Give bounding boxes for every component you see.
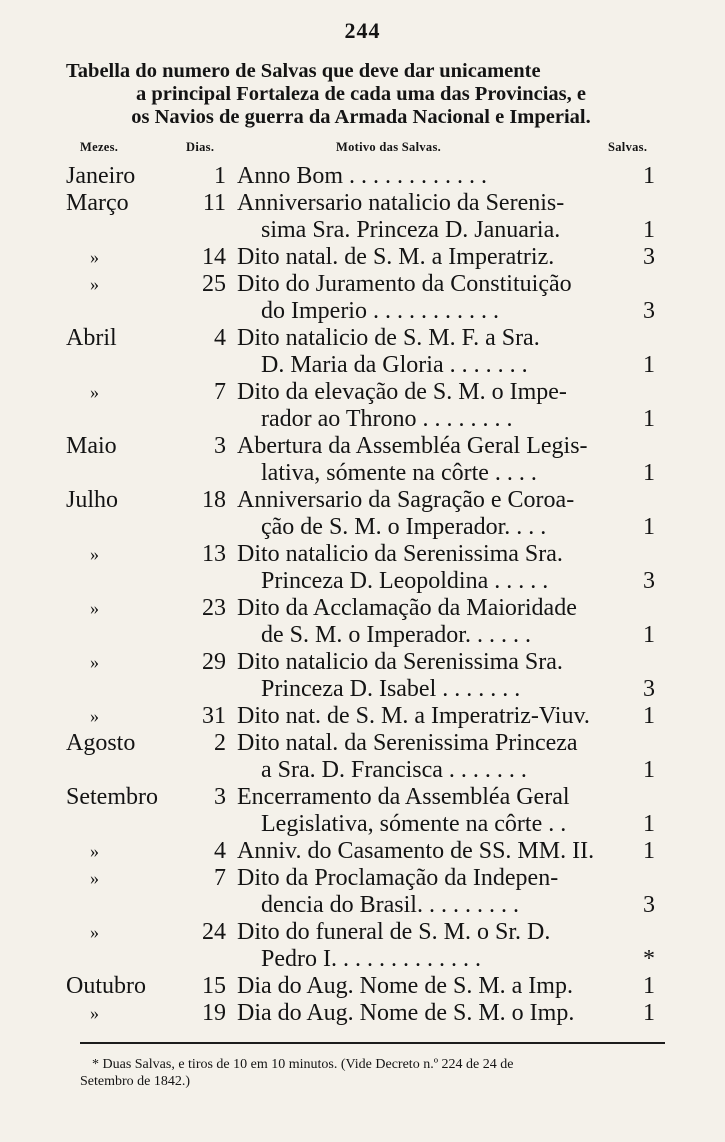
row-motive [237, 541, 631, 595]
salute-table [0, 163, 725, 1027]
row-month: » [90, 247, 99, 267]
table-row [0, 865, 725, 919]
table-row [0, 1000, 725, 1027]
row-motive [237, 163, 631, 190]
table-row [0, 973, 725, 1000]
motive-line: a Sra. D. Francisca . . . . . . . [261, 757, 527, 783]
row-day: 23 [202, 595, 226, 621]
table-row [0, 190, 725, 244]
row-day: 29 [202, 649, 226, 675]
row-day: 4 [214, 838, 226, 864]
motive-line: Dito da Proclamação da Indepen- [237, 865, 559, 891]
motive-line: Dito do Juramento da Constituição [237, 271, 572, 297]
row-salvas: 1 [643, 217, 655, 243]
row-day: 24 [202, 919, 226, 945]
title-line-3: os Navios de guerra da Armada Nacional e Imperial. [131, 106, 591, 128]
motive-line: Anno Bom . . . . . . . . . . . . [237, 163, 488, 189]
row-salvas: 3 [643, 244, 655, 270]
row-day: 7 [214, 865, 226, 891]
row-month: » [90, 274, 99, 294]
motive-line: Dia do Aug. Nome de S. M. o Imp. [237, 1000, 575, 1026]
row-month: Abril [66, 325, 117, 351]
motive-line: Dito natalicio de S. M. F. a Sra. [237, 325, 540, 351]
row-salvas: 1 [643, 352, 655, 378]
title-line-2: a principal Fortaleza de cada uma das Provincias, e [135, 83, 587, 105]
motive-line: Encerramento da Assembléa Geral [237, 784, 570, 810]
motive-line: sima Sra. Princeza D. Januaria. [261, 217, 561, 243]
row-day: 19 [202, 1000, 226, 1026]
motive-line: Dito da elevação de S. M. o Impe- [237, 379, 567, 405]
table-row [0, 730, 725, 784]
row-day: 7 [214, 379, 226, 405]
table-row [0, 919, 725, 973]
motive-line: Princeza D. Isabel . . . . . . . [261, 676, 521, 702]
row-month: Setembro [66, 784, 158, 810]
motive-line: Dito natalicio da Serenissima Sra. [237, 649, 563, 675]
header-motive: Motivo das Salvas. [336, 140, 442, 154]
row-month: Outubro [66, 973, 146, 999]
row-day: 18 [202, 487, 226, 513]
motive-line: ção de S. M. o Imperador. . . . [261, 514, 547, 540]
row-salvas: 1 [643, 973, 655, 999]
motive-line: Dito natal. de S. M. a Imperatriz. [237, 244, 555, 270]
table-row [0, 595, 725, 649]
table-row [0, 271, 725, 325]
title-line-1: Tabella do numero de Salvas que deve dar unicamente [66, 60, 541, 82]
row-motive [237, 865, 631, 919]
table-row [0, 163, 725, 190]
row-day: 31 [202, 703, 226, 729]
row-motive [237, 271, 631, 325]
row-salvas: 3 [643, 892, 655, 918]
motive-line: Dito da Acclamação da Maioridade [237, 595, 577, 621]
table-row [0, 325, 725, 379]
row-day: 15 [202, 973, 226, 999]
motive-line: Anniversario da Sagração e Coroa- [237, 487, 575, 513]
row-motive [237, 433, 631, 487]
row-motive [237, 703, 631, 730]
row-motive [237, 379, 631, 433]
header-salvas: Salvas. [608, 140, 648, 154]
row-month: Janeiro [66, 163, 136, 189]
row-month: Maio [66, 433, 117, 459]
row-salvas: 1 [643, 757, 655, 783]
motive-line: Dito nat. de S. M. a Imperatriz-Viuv. [237, 703, 590, 729]
motive-line: Dito natalicio da Serenissima Sra. [237, 541, 563, 567]
column-headers [0, 140, 725, 160]
table-row [0, 784, 725, 838]
motive-line: rador ao Throno . . . . . . . . [261, 406, 513, 432]
row-motive [237, 595, 631, 649]
row-day: 14 [202, 244, 226, 270]
row-salvas: 1 [643, 460, 655, 486]
row-salvas: 3 [643, 676, 655, 702]
motive-line: D. Maria da Gloria . . . . . . . [261, 352, 528, 378]
header-day: Dias. [186, 140, 215, 154]
row-motive [237, 730, 631, 784]
header-month: Mezes. [80, 140, 119, 154]
row-day: 1 [214, 163, 226, 189]
row-motive [237, 325, 631, 379]
table-title [66, 60, 656, 129]
motive-line: Dito do funeral de S. M. o Sr. D. [237, 919, 551, 945]
table-row [0, 703, 725, 730]
motive-line: Abertura da Assembléa Geral Legis- [237, 433, 588, 459]
row-month: » [90, 841, 99, 861]
table-row [0, 541, 725, 595]
row-motive [237, 838, 631, 865]
row-month: » [90, 922, 99, 942]
row-day: 3 [214, 433, 226, 459]
row-day: 4 [214, 325, 226, 351]
row-month: » [90, 1003, 99, 1023]
table-row [0, 838, 725, 865]
row-day: 2 [214, 730, 226, 756]
row-motive [237, 919, 631, 973]
motive-line: Dia do Aug. Nome de S. M. a Imp. [237, 973, 573, 999]
row-month: » [90, 382, 99, 402]
row-motive [237, 190, 631, 244]
row-salvas: 1 [643, 163, 655, 189]
row-salvas: 1 [643, 622, 655, 648]
table-row [0, 244, 725, 271]
motive-line: Anniversario natalicio da Serenis- [237, 190, 565, 216]
row-day: 11 [202, 190, 226, 216]
footnote-divider [80, 1042, 665, 1044]
row-salvas: 3 [643, 568, 655, 594]
motive-line: lativa, sómente na côrte . . . . [261, 460, 537, 486]
row-salvas: 1 [643, 514, 655, 540]
row-month: » [90, 544, 99, 564]
row-day: 13 [202, 541, 226, 567]
row-month: Julho [66, 487, 119, 513]
row-month: Agosto [66, 730, 136, 756]
motive-line: Pedro I. . . . . . . . . . . . . [261, 946, 481, 972]
table-row [0, 433, 725, 487]
page-number: 244 [344, 18, 381, 43]
footnote-line-1: * Duas Salvas, e tiros de 10 em 10 minutos. (Vide Decreto n.º 224 de 24 de [92, 1057, 514, 1072]
row-motive [237, 649, 631, 703]
footnote-line-2: Setembro de 1842.) [80, 1074, 191, 1089]
motive-line: dencia do Brasil. . . . . . . . . [261, 892, 519, 918]
row-salvas: 1 [643, 1000, 655, 1026]
motive-line: Princeza D. Leopoldina . . . . . [261, 568, 549, 594]
motive-line: Dito natal. da Serenissima Princeza [237, 730, 578, 756]
row-month: » [90, 598, 99, 618]
row-motive [237, 244, 631, 271]
row-salvas: 1 [643, 838, 655, 864]
row-motive [237, 1000, 631, 1027]
row-salvas: 3 [643, 298, 655, 324]
row-salvas: 1 [643, 811, 655, 837]
row-day: 3 [214, 784, 226, 810]
table-row [0, 379, 725, 433]
footnote [80, 1056, 680, 1090]
row-day: 25 [202, 271, 226, 297]
row-salvas: 1 [643, 406, 655, 432]
motive-line: Anniv. do Casamento de SS. MM. II. [237, 838, 595, 864]
row-month: » [90, 868, 99, 888]
row-month: Março [66, 190, 129, 216]
motive-line: do Imperio . . . . . . . . . . . [261, 298, 499, 324]
motive-line: de S. M. o Imperador. . . . . . [261, 622, 531, 648]
row-motive [237, 487, 631, 541]
row-motive [237, 973, 631, 1000]
row-motive [237, 784, 631, 838]
row-salvas: 1 [643, 703, 655, 729]
row-month: » [90, 706, 99, 726]
row-salvas: * [643, 946, 655, 972]
row-month: » [90, 652, 99, 672]
motive-line: Legislativa, sómente na côrte . . [261, 811, 567, 837]
table-row [0, 649, 725, 703]
table-row [0, 487, 725, 541]
